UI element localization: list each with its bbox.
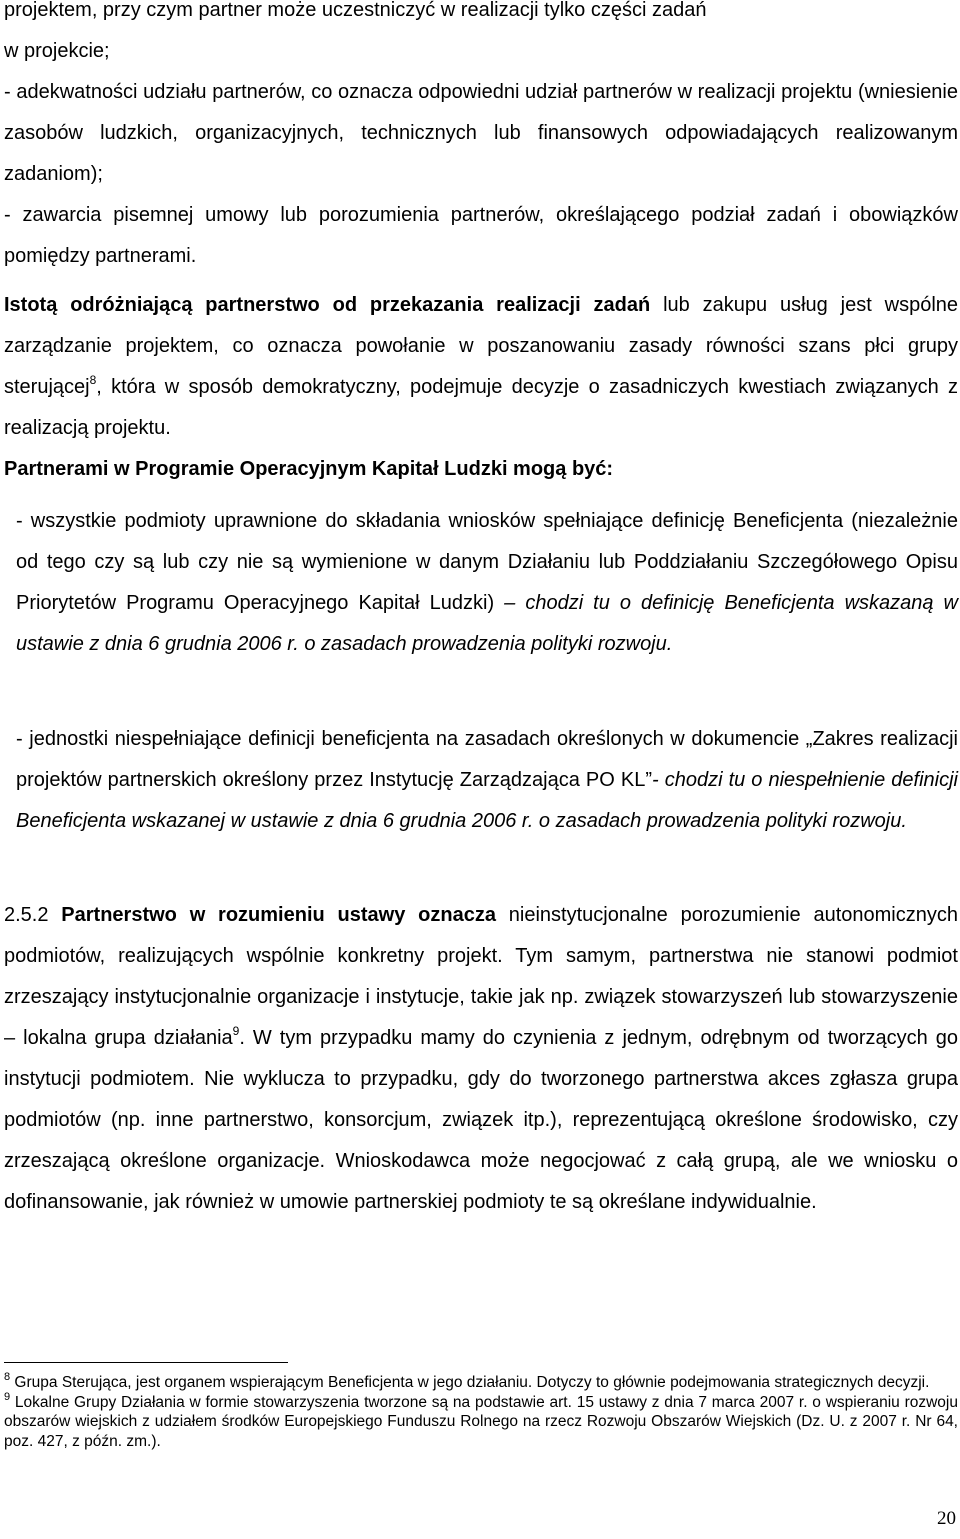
section-heading: Partnerami w Programie Operacyjnym Kapitał Ludzki mogą być: xyxy=(4,458,614,480)
list-item xyxy=(4,501,958,665)
list-item xyxy=(4,719,958,842)
footnote-number: 8 xyxy=(4,1371,11,1383)
paragraph-agreement: - zawarcia pisemnej umowy lub porozumienia partnerów, określającego podział zadań i obowiązków pomiędzy partnerami. xyxy=(4,204,958,267)
paragraph-partnership-definition xyxy=(4,895,958,1223)
paragraph-text: lub zakupu usług jest wspólne zarządzanie projektem, co oznacza powołanie w poszanowaniu zasady równości szans płci grupy sterującej xyxy=(4,294,959,398)
page-number: 20 xyxy=(937,1508,956,1529)
paragraph-line: w projekcie; xyxy=(4,40,110,62)
footnote-reference: 9 xyxy=(232,1024,240,1038)
footnote xyxy=(4,1390,958,1452)
bold-phrase: Istotą odróżniającą partnerstwo od przekazania realizacji zadań xyxy=(4,294,651,316)
list-item-note: – chodzi tu o definicję Beneficjenta wskazaną w ustawie z dnia 6 grudnia 2006 r. o zasadach prowadzenia polityki rozwoju. xyxy=(16,592,958,655)
paragraph-adequacy: - adekwatności udziału partnerów, co oznacza odpowiedni udział partnerów w realizacji projektu (wniesienie zasobów ludzkich, organizacyjnych, technicznych lub finansowych odpowiadających realizowanym zadaniom); xyxy=(4,81,958,185)
footnote-text: Lokalne Grupy Działania w formie stowarzyszenia tworzone są na podstawie art. 15 ustawy z dnia 7 marca 2007 r. o wspieraniu rozwoju obszarów wiejskich z udziałem środków Europejskiego Funduszu Rolnego na rzecz Rozwoju Obszarów Wiejskich (Dz. U. z 2007 r. Nr 64, poz. 427, z późn. zm.). xyxy=(4,1393,958,1450)
paragraph-continuation xyxy=(4,0,958,72)
paragraph-text: . W tym przypadku mamy do czynienia z jednym, odrębnym od tworzących go instytucji podmiotem. Nie wyklucza to przypadku, gdy do tworzonego partnerstwa akces zgłasza grupa podmiotów (np. inne partnerstwo, konsorcjum, związek itp.), reprezentującą określone środowisko, czy zrzeszającą określone organizacje. Wnioskodawca może negocjować z całą grupą, ale we wniosku o dofinansowanie, jak również w umowie partnerskiej podmioty te są określane indywidualnie. xyxy=(4,1027,958,1213)
footnote-reference: 8 xyxy=(89,373,97,387)
footnote-text: Grupa Sterująca, jest organem wspierającym Beneficjenta w jego działaniu. Dotyczy to głównie podejmowania strategicznych decyzji. xyxy=(10,1374,930,1391)
paragraph-partnership-distinction xyxy=(4,285,958,449)
footnote-number: 9 xyxy=(4,1390,11,1403)
paragraph-line: projektem, przy czym partner może uczestniczyć w realizacji tylko części zadań xyxy=(4,0,707,21)
footnote xyxy=(4,1373,958,1393)
list-item-note: - chodzi tu o niespełnienie definicji Beneficjenta wskazanej w ustawie z dnia 6 grudnia 2006 r. o zasadach prowadzenia polityki rozwoju. xyxy=(16,769,958,832)
list-item-text: - jednostki niespełniające definicji beneficjenta na zasadach określonych w dokumencie „Zakres realizacji projektów partnerskich określony przez Instytucję Zarządzająca PO KL” xyxy=(16,728,958,791)
list-item-text: - wszystkie podmioty uprawnione do składania wniosków spełniające definicję Beneficjenta (niezależnie od tego czy są lub czy nie są wymienione w danym Działaniu lub Poddziałaniu Szczegółowego Opisu Priorytetów Programu Operacyjnego Kapitał Ludzki) xyxy=(16,510,958,614)
paragraph-text: , która w sposób demokratyczny, podejmuje decyzje o zasadniczych kwestiach związanych z realizacją projektu. xyxy=(4,376,958,439)
paragraph-text: nieinstytucjonalne porozumienie autonomicznych podmiotów, realizujących wspólnie konkretny projekt. Tym samym, partnerstwa nie stanowi podmiot zrzeszający instytucjonalnie organizacje i instytucje, takie jak np. związek stowarzyszeń lub stowarzyszenie – lokalna grupa działania xyxy=(4,904,958,1049)
footnotes xyxy=(4,1373,958,1451)
section-number: 2.5.2 xyxy=(4,904,62,926)
bold-phrase: Partnerstwo w rozumieniu ustawy oznacza xyxy=(61,904,496,926)
footnote-separator xyxy=(4,1362,288,1363)
